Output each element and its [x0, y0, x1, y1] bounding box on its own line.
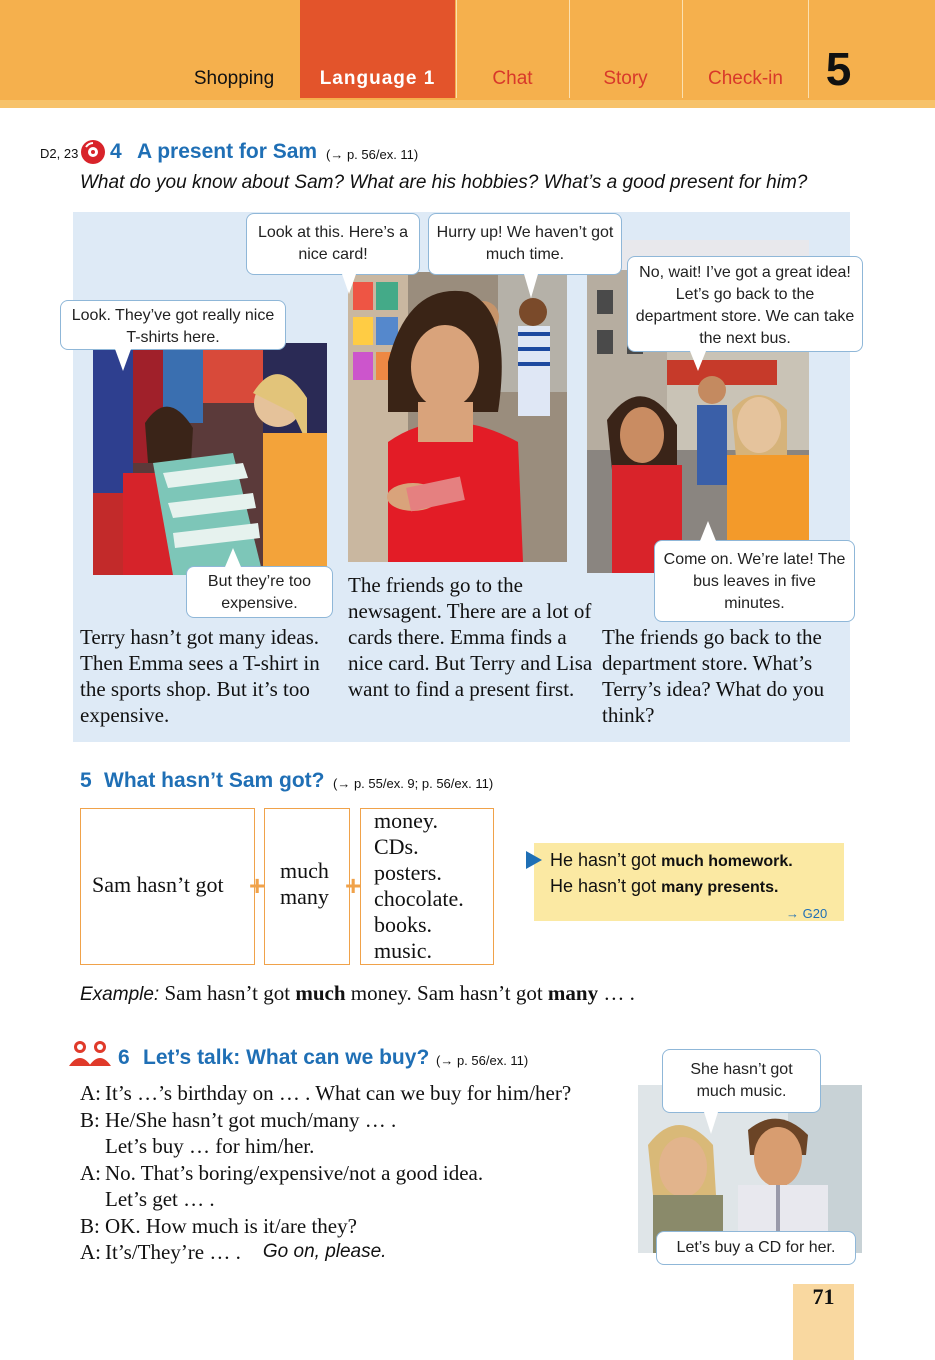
- exercise-5-title: What hasn’t Sam got?: [104, 769, 325, 792]
- caption-newsagent: The friends go to the newsagent. There are a lot of cards there. Emma finds a nice card. But Terry and Lisa want to find a present first.: [348, 573, 593, 701]
- bubble-tail: [700, 521, 716, 541]
- example-bold: many: [547, 981, 599, 1005]
- exercise-5-reference: (→ p. 55/ex. 9; p. 56/ex. 11): [333, 776, 494, 791]
- speech-bubble-hurry-up: Hurry up! We haven’t got much time.: [428, 213, 622, 275]
- exercise-6-reference: (→ p. 56/ex. 11): [436, 1053, 529, 1068]
- exercise-6-title: Let’s talk: What can we buy?: [143, 1046, 430, 1069]
- tab-language-1[interactable]: Language 1: [300, 0, 455, 98]
- speaker-label: A:: [80, 1160, 101, 1185]
- caption-sports-shop: Terry hasn’t got many ideas. Then Emma sees a T-shirt in the sports shop. But it’s too expensive.: [80, 625, 320, 727]
- dialogue-text: It’s/They’re … .: [105, 1240, 241, 1264]
- photo-newsagent: [348, 272, 567, 562]
- example-bold: much: [295, 981, 346, 1005]
- tab-shopping[interactable]: Shopping: [193, 68, 275, 89]
- dialogue-line: [80, 1239, 571, 1266]
- speech-bubble-great-idea: No, wait! I’ve got a great idea! Let’s go back to the department store. We can take the next bus.: [627, 256, 863, 352]
- dialogue-line: [80, 1107, 571, 1134]
- noun-list: [374, 808, 464, 964]
- example-text: … .: [603, 981, 635, 1005]
- substitution-subject: Sam hasn’t got: [92, 872, 224, 897]
- dialogue-text: It’s …’s birthday on … . What can we buy for him/her?: [105, 1081, 572, 1105]
- bubble-tail: [342, 274, 356, 294]
- tab-chat[interactable]: Chat: [456, 0, 568, 98]
- photo-sports-shop: [93, 343, 327, 575]
- speech-bubble-music: She hasn’t got much music.: [662, 1049, 821, 1113]
- dialogue-text: OK. How much is it/are they?: [105, 1213, 357, 1238]
- noun-item: books.: [374, 912, 433, 937]
- exercise-5-number: 5: [80, 769, 92, 792]
- rule-line-1-bold: much homework.: [661, 853, 793, 870]
- bubble-tail: [115, 349, 131, 371]
- noun-item: music.: [374, 938, 433, 963]
- dialogue-text: Let’s get … .: [105, 1187, 215, 1211]
- example-label: Example:: [80, 984, 160, 1005]
- exercise-4-question: What do you know about Sam? What are his hobbies? What’s a good present for him?: [80, 172, 808, 193]
- page-number: 71: [812, 1284, 835, 1309]
- quantifier-many: many: [280, 884, 329, 909]
- dialogue: [80, 1080, 571, 1266]
- dialogue-text: Let’s buy … for him/her.: [105, 1134, 315, 1158]
- cd-icon[interactable]: [80, 139, 106, 165]
- speech-bubble-too-expensive: But they’re too expensive.: [186, 566, 333, 618]
- plus-sign: +: [249, 870, 266, 901]
- speaker-label: [80, 1133, 105, 1160]
- dialogue-text: He/She hasn’t got much/many … .: [105, 1107, 397, 1132]
- noun-item: chocolate.: [374, 886, 464, 911]
- dialogue-line: [80, 1133, 571, 1160]
- speaker-label: B:: [80, 1107, 100, 1132]
- example-text: money. Sam hasn’t got: [350, 981, 543, 1005]
- speech-bubble-were-late: Come on. We’re late! The bus leaves in five minutes.: [654, 540, 855, 622]
- speech-bubble-tshirts: Look. They’ve got really nice T-shirts here.: [60, 300, 286, 350]
- dialogue-line: [80, 1213, 571, 1240]
- unit-number: 5: [808, 0, 868, 98]
- speaker-label: A:: [80, 1081, 101, 1105]
- example-text: Sam hasn’t got: [164, 981, 291, 1005]
- go-on-instruction: Go on, please.: [262, 1241, 387, 1262]
- exercise-6-number: 6: [118, 1046, 130, 1069]
- noun-item: CDs.: [374, 834, 419, 859]
- speaker-label: [80, 1186, 105, 1213]
- header-rule: [0, 100, 935, 108]
- speaker-label: A:: [80, 1240, 101, 1264]
- exercise-4-number: 4: [110, 140, 122, 163]
- noun-item: money.: [374, 808, 438, 833]
- speech-bubble-cd: Let’s buy a CD for her.: [656, 1231, 856, 1265]
- bubble-tail: [524, 274, 538, 298]
- exercise-4-reference: (→ p. 56/ex. 11): [326, 147, 419, 162]
- pair-work-icon: [68, 1040, 112, 1066]
- plus-sign: +: [345, 870, 362, 901]
- speech-bubble-nice-card: Look at this. Here’s a nice card!: [246, 213, 420, 275]
- rule-line-1-text: He hasn’t got: [550, 850, 657, 870]
- tab-check-in[interactable]: Check-in: [682, 0, 808, 98]
- caption-department-store: The friends go back to the department store. What’s Terry’s idea? What do you think?: [602, 625, 825, 727]
- dialogue-line: [80, 1080, 571, 1107]
- dialogue-line: [80, 1160, 571, 1187]
- rule-line-2-bold: many presents.: [661, 879, 779, 896]
- rule-line-1: [550, 850, 793, 871]
- tab-story[interactable]: Story: [569, 0, 681, 98]
- grammar-reference-link[interactable]: → G20: [786, 906, 828, 921]
- bubble-tail: [690, 351, 706, 371]
- dialogue-line: [80, 1186, 571, 1213]
- dialogue-text: No. That’s boring/expensive/not a good idea.: [105, 1160, 484, 1185]
- example-sentence: [80, 981, 635, 1006]
- exercise-4-title: A present for Sam: [137, 140, 318, 163]
- rule-line-2: [550, 876, 778, 897]
- noun-item: posters.: [374, 860, 442, 885]
- audio-track-label: D2, 23: [40, 146, 79, 161]
- bubble-tail: [225, 548, 241, 567]
- quantifier-much: much: [280, 858, 329, 883]
- bubble-tail: [704, 1112, 718, 1134]
- arrow-right-icon: [526, 851, 542, 869]
- rule-line-2-text: He hasn’t got: [550, 876, 657, 896]
- speaker-label: B:: [80, 1213, 100, 1238]
